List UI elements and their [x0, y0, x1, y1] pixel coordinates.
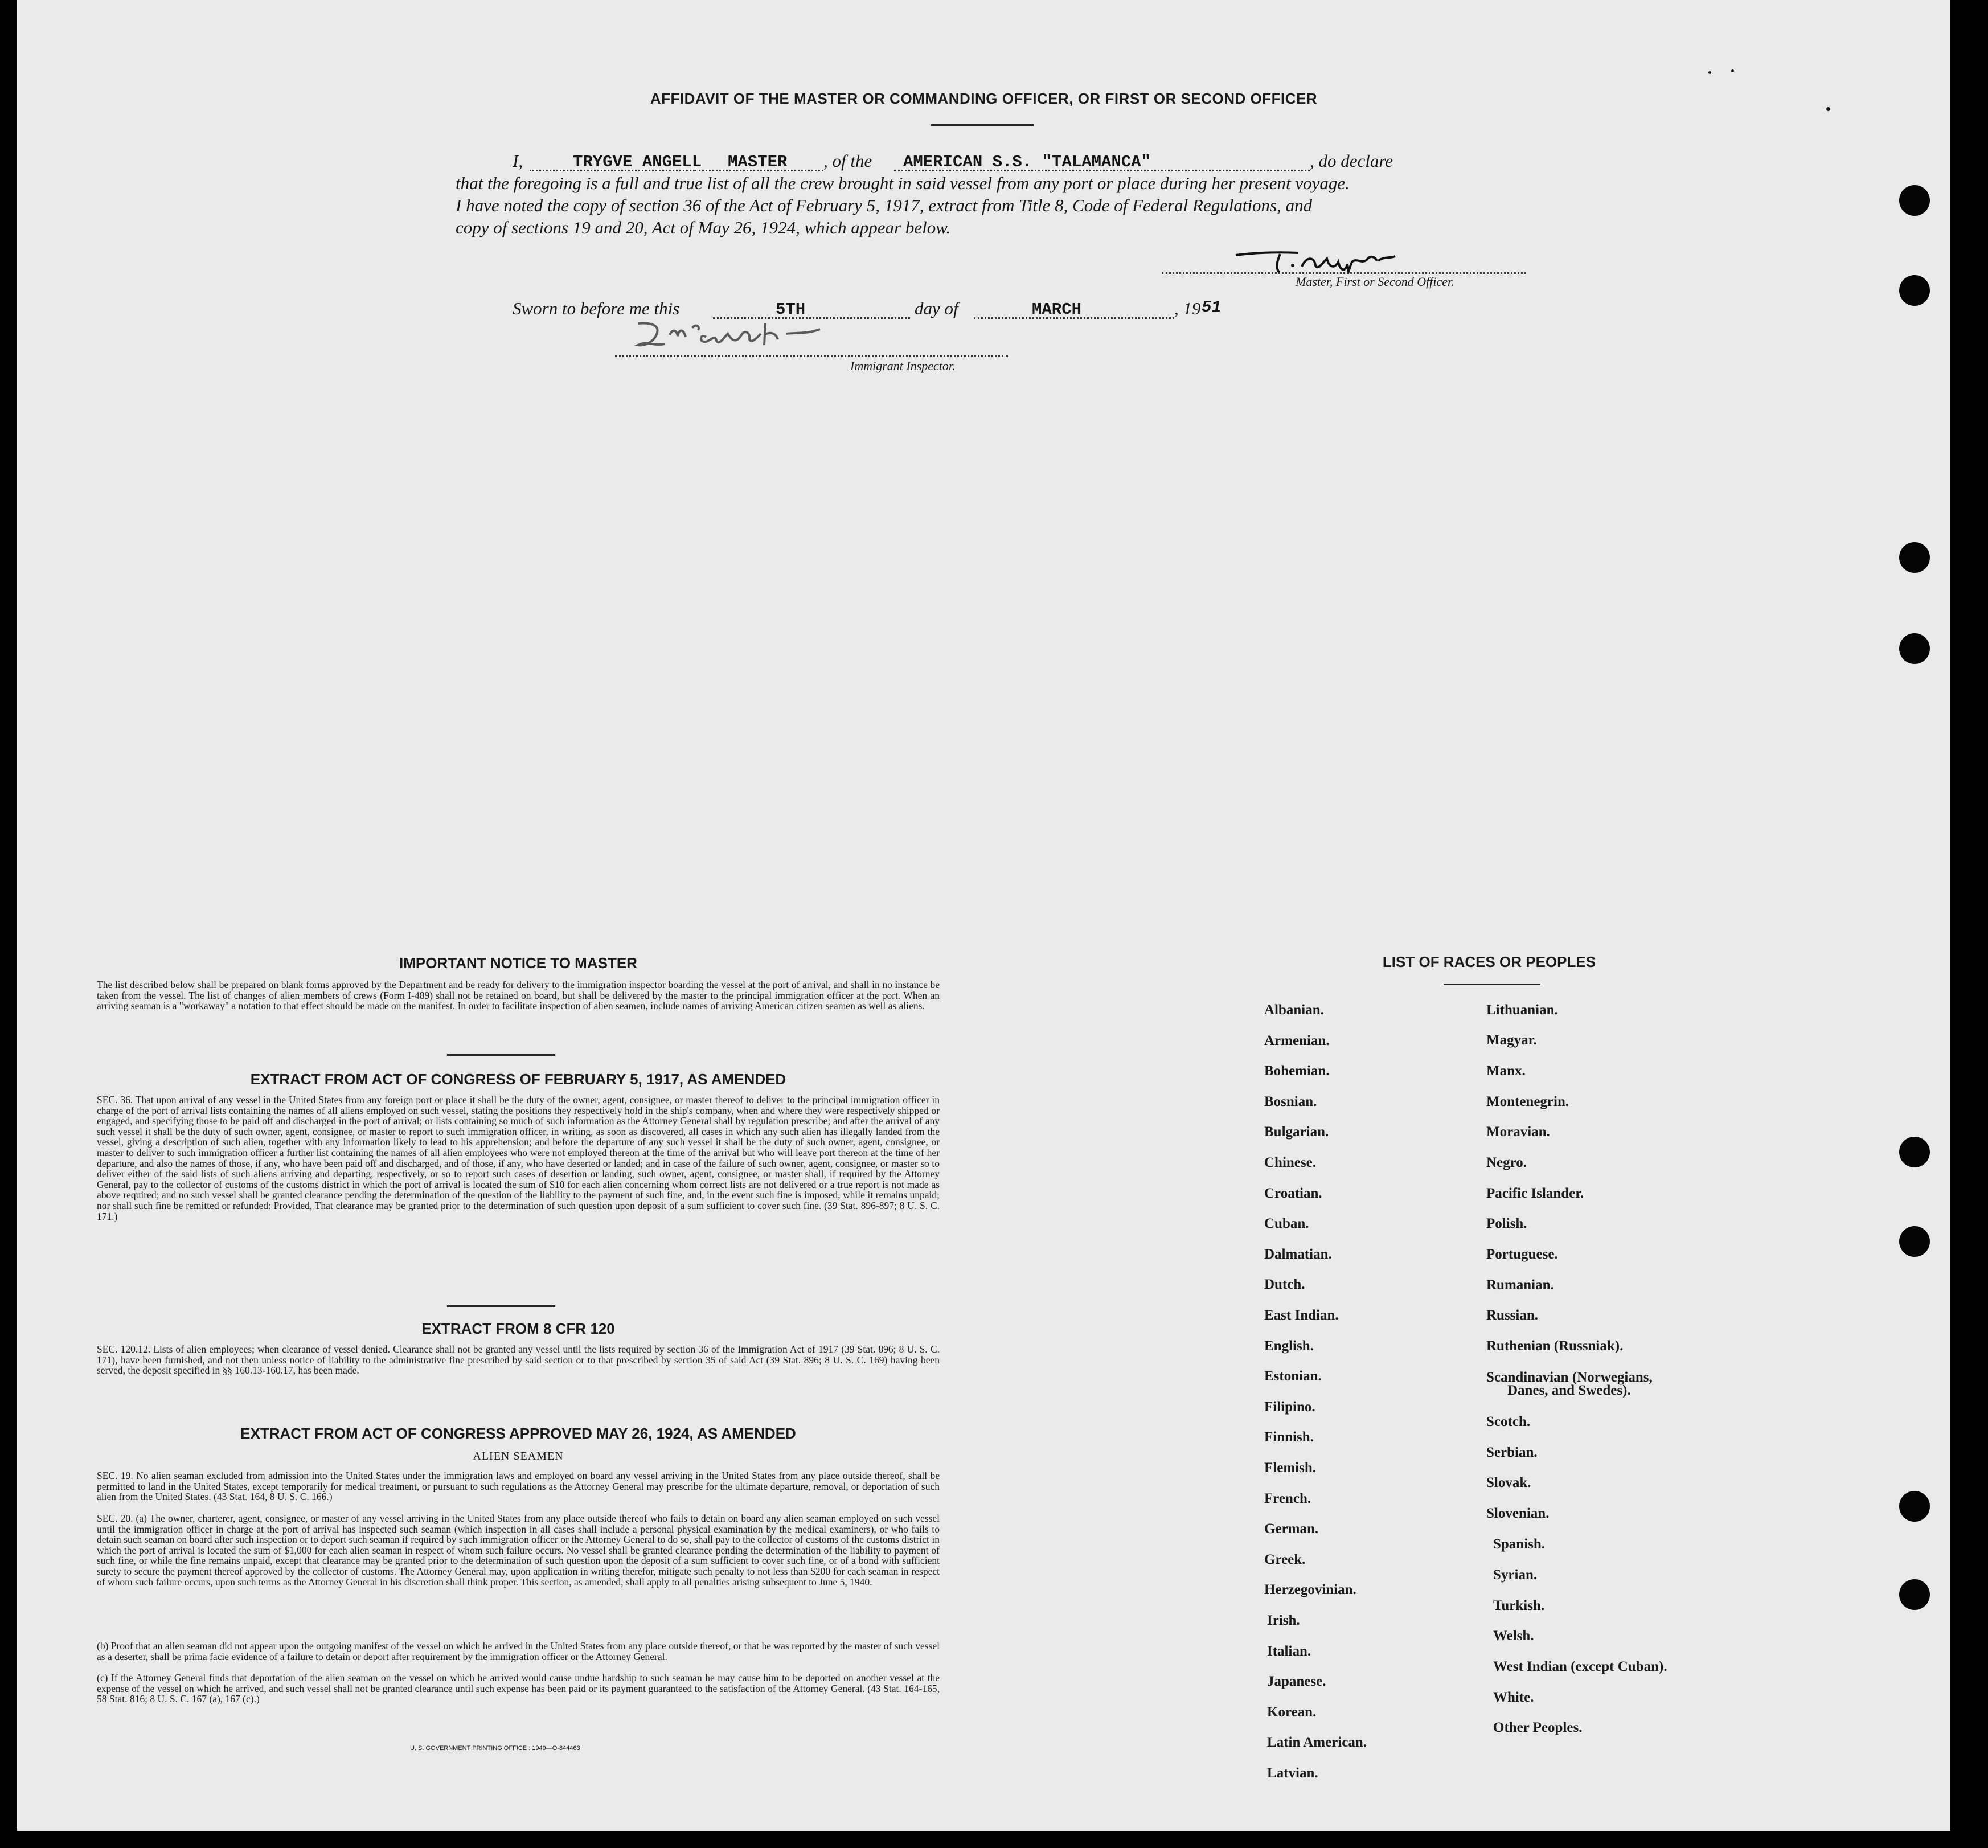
- race-item: French.: [1264, 1490, 1311, 1506]
- punch-hole: [1899, 185, 1930, 216]
- race-item: Danes, and Swedes).: [1507, 1383, 1631, 1398]
- race-item: Korean.: [1267, 1704, 1317, 1720]
- race-item: Finnish.: [1264, 1429, 1314, 1445]
- race-item: Irish.: [1267, 1613, 1300, 1628]
- race-item: Rumanian.: [1486, 1277, 1554, 1293]
- divider: [447, 1054, 555, 1056]
- master-signature: [1213, 239, 1418, 276]
- race-item: Cuban.: [1264, 1216, 1309, 1232]
- inspector-signature-text: [615, 312, 616, 313]
- printer-line: U. S. GOVERNMENT PRINTING OFFICE : 1949—O-844463: [410, 1745, 580, 1752]
- inspector-signature-graphic: [615, 312, 923, 358]
- divider: [1444, 984, 1540, 985]
- affidavit-title: AFFIDAVIT OF THE MASTER OR COMMANDING OFFICER, OR FIRST OR SECOND OFFICER: [650, 90, 1318, 107]
- race-item: German.: [1264, 1521, 1319, 1537]
- extract-1924-sec20b: (b) Proof that an alien seaman did not appear upon the outgoing manifest of the vessel on which he arrived in the United States from any place outside thereof, or that he was reported by the master of such vessel as a deserter, shall be prima facie evidence of a failure to detain or deport after requirement by the immigration officer or the Attorney General.: [97, 1640, 940, 1662]
- sworn-year: 51: [1202, 298, 1222, 317]
- extract-1917-title: EXTRACT FROM ACT OF CONGRESS OF FEBRUARY 5, 1917, AS AMENDED: [250, 1071, 786, 1088]
- year-prefix: , 19: [1174, 298, 1201, 318]
- i-label: I,: [513, 151, 523, 171]
- race-item: Estonian.: [1264, 1368, 1322, 1384]
- inspector-label: Immigrant Inspector.: [850, 359, 956, 373]
- extract-1924-sec19: SEC. 19. No alien seaman excluded from admission into the United States under the immigration laws and employed on board any vessel arriving in the United States from any place outside thereof, shall be permitted to land in the United States, except temporarily for medical treatment, or pursuant to such regulations as the Attorney General may prescribe for the ultimate departure, removal, or deportation of such alien from the United States. (43 Stat. 164, 8 U. S. C. 166.): [97, 1470, 940, 1503]
- extract-1924-subtitle: ALIEN SEAMEN: [473, 1450, 564, 1462]
- title-divider: [931, 124, 1034, 126]
- extract-1924-sec20a: SEC. 20. (a) The owner, charterer, agent, consignee, or master of any vessel arriving in the United States from any place outside thereof who fails to detain on board any alien seaman employed on such vessel until the immigration officer in charge at the port of arrival has inspected such seaman (which inspection in all cases shall include a personal physical examination by the medical examiners), or who fails to detain such seaman on board after such inspection or to deport such seaman if required by such immigration officer or the Attorney General to do so, shall pay to the collector of customs of the customs district in which the port of arrival is located the sum of $1,000 for each alien seaman in respect of whom such failure occurs. No vessel shall be granted clearance pending the determination of the liability to payment of such fine, or while the fine remains unpaid, except that clearance may be granted prior to the determination of such question upon the deposit of a sum sufficient to cover such fine, or of a bond with sufficient surety to secure the payment thereof approved by the collector of customs. The Attorney General may, upon application in writing therefor, mitigate such penalty to not less than $200 for each seaman in respect of whom such failure occurs, upon such terms as the Attorney General in his discretion shall think proper. This section, as amended, shall apply to all penalties arising subsequent to June 5, 1940.: [97, 1513, 940, 1588]
- race-item: Other Peoples.: [1493, 1720, 1583, 1735]
- race-item: Russian.: [1486, 1308, 1539, 1323]
- punch-hole: [1899, 542, 1930, 573]
- signature-graphic: [1213, 239, 1418, 276]
- race-item: Serbian.: [1486, 1445, 1538, 1460]
- race-item: Slovak.: [1486, 1475, 1531, 1490]
- race-item: Bulgarian.: [1264, 1124, 1329, 1140]
- race-item: Negro.: [1486, 1155, 1527, 1170]
- race-item: Ruthenian (Russniak).: [1486, 1338, 1624, 1354]
- document-page: [17, 0, 1950, 1831]
- extract-1924-sec20c: (c) If the Attorney General finds that deportation of the alien seaman on the vessel on which he arrived would cause undue hardship to such seaman he may cause him to be deported on another vessel at the expense of the vessel on which he arrived, and such vessel shall not be granted clearance until such expense has been paid or its payment guaranteed to the satisfaction of the Attorney General. (43 Stat. 164-165, 58 Stat. 816; 8 U. S. C. 167 (a), 167 (c).): [97, 1672, 940, 1705]
- race-item: West Indian (except Cuban).: [1493, 1659, 1667, 1674]
- race-item: Latin American.: [1267, 1735, 1367, 1751]
- sworn-month: MARCH: [1032, 300, 1082, 319]
- race-item: Portuguese.: [1486, 1247, 1558, 1262]
- sworn-day: 5TH: [776, 300, 806, 319]
- extract-cfr-body: SEC. 120.12. Lists of alien employees; when clearance of vessel denied. Clearance shall not be granted any vessel until the lists required by section 36 of the Immigration Act of 1917 (39 Stat. 896; 8 U. S. C. 171), have been furnished, and not then unless notice of liability to the administrative fine prescribed by said section or to that prescribed by section 35 of said Act (39 Stat. 896; 8 U. S. C. 169) having been served, the deposit specified in §§ 160.13-160.17, has been made.: [97, 1343, 940, 1376]
- vessel-name: AMERICAN S.S. "TALAMANCA": [903, 153, 1151, 171]
- affidavit-line-2: that the foregoing is a full and true list of all the crew brought in said vessel from any port or place during her present voyage.: [456, 173, 1350, 193]
- race-item: East Indian.: [1264, 1308, 1339, 1323]
- race-item: Albanian.: [1264, 1002, 1324, 1018]
- of-the-label: , of the: [823, 151, 872, 171]
- race-item: Manx.: [1486, 1063, 1526, 1079]
- race-item: Scandinavian (Norwegians,: [1486, 1370, 1653, 1385]
- affidavit-line-3: I have noted the copy of section 36 of the Act of February 5, 1917, extract from Title 8, Code of Federal Regulations, and: [456, 195, 1313, 215]
- race-item: Italian.: [1267, 1643, 1311, 1659]
- race-item: Slovenian.: [1486, 1506, 1550, 1521]
- extract-1924-title: EXTRACT FROM ACT OF CONGRESS APPROVED MAY 26, 1924, AS AMENDED: [240, 1425, 796, 1442]
- race-item: Latvian.: [1267, 1765, 1318, 1781]
- master-rank: MASTER: [728, 153, 788, 171]
- signature-text: [1213, 239, 1214, 240]
- affidavit-line-4: copy of sections 19 and 20, Act of May 26, 1924, which appear below.: [456, 218, 951, 237]
- race-item: Pacific Islander.: [1486, 1186, 1584, 1201]
- inspector-line: [615, 355, 1008, 357]
- punch-hole: [1899, 633, 1930, 664]
- punch-hole: [1899, 1491, 1930, 1522]
- ink-speck: [1826, 107, 1830, 111]
- race-item: Filipino.: [1264, 1399, 1315, 1415]
- day-of-label: day of: [915, 298, 958, 318]
- punch-hole: [1899, 1137, 1930, 1167]
- notice-body: The list described below shall be prepared on blank forms approved by the Department and be ready for delivery to the immigration inspector boarding the vessel at the port of arrival, and shall in no instance be taken from the vessel. The list of changes of alien members of crews (Form I-489) shall not be retained on board, but shall be delivered by the master to the principal immigration officer at the port. When an arriving seaman is a "workaway" a notation to that effect should be made on the manifest. In order to facilitate inspection of alien seamen, include names of arriving American citizen seamen as well as aliens.: [97, 979, 940, 1012]
- punch-hole: [1899, 275, 1930, 306]
- race-item: Flemish.: [1264, 1460, 1316, 1476]
- punch-hole: [1899, 1579, 1930, 1610]
- race-item: Montenegrin.: [1486, 1094, 1569, 1109]
- race-item: Lithuanian.: [1486, 1002, 1558, 1018]
- affidavit-line-1: [456, 150, 1538, 173]
- race-item: Polish.: [1486, 1216, 1527, 1231]
- race-item: Dalmatian.: [1264, 1246, 1332, 1262]
- race-item: Dutch.: [1264, 1277, 1305, 1293]
- race-item: Scotch.: [1486, 1414, 1531, 1429]
- extract-1917-body: SEC. 36. That upon arrival of any vessel in the United States from any foreign port or place it shall be the duty of the owner, agent, consignee, or master thereof to deliver to the principal immigration officer in charge of the port of arrival lists containing the names of all aliens employed on such vessel, stating the positions they respectively hold in the ship's company, when and where they were respectively shipped or engaged, and specifying those to be paid off and discharged in the port of arrival; or lists containing so much of such information as the Attorney General shall by regulation prescribe; and after the arrival of any such vessel it shall be the duty of such owner, agent, consignee, or master to report to such immigration officer, in writing, as soon as discovered, all cases in which any such alien has illegally landed from the vessel, giving a description of such alien, together with any information likely to lead to his apprehension; and before the departure of any such vessel it shall be the duty of such owner, agent, consignee, or master to deliver to such immigration officer a further list containing the names of all alien employees who were not employed thereon at the time of the arrival but who will leave port thereon at the time of her departure, and also the names of those, if any, who have been paid off and discharged, and of those, if any, who have deserted or landed; and in case of the failure of such owner, agent, consignee, or master so to deliver either of the said lists of such aliens arriving and departing, respectively, or so to report such cases of desertion or landing, such owner, agent, consignee, or master shall, if required by the Attorney General, pay to the collector of customs of the customs district in which the port of arrival is located the sum of $10 for each alien concerning whom correct lists are not delivered or a true report is not made as above required; and no such vessel shall be granted clearance pending the determination of the question of the liability to the payment of such fine, and, in the event such fine is imposed, while it remains unpaid; nor shall such fine be remitted or refunded: Provided, That clearance may be granted prior to the determination of such question upon deposit of a sum sufficient to cover such fine. (39 Stat. 896-897; 8 U. S. C. 171.): [97, 1094, 940, 1222]
- extract-cfr-title: EXTRACT FROM 8 CFR 120: [421, 1320, 615, 1337]
- race-item: Spanish.: [1493, 1536, 1546, 1552]
- race-item: Herzegovinian.: [1264, 1582, 1356, 1598]
- race-item: Bohemian.: [1264, 1063, 1330, 1079]
- signature-line: [1162, 272, 1526, 274]
- ink-speck: [1731, 69, 1734, 72]
- punch-hole: [1899, 1226, 1930, 1257]
- race-item: Armenian.: [1264, 1032, 1330, 1048]
- race-item: English.: [1264, 1338, 1314, 1354]
- divider: [447, 1305, 555, 1307]
- sworn-label: Sworn to before me this: [513, 298, 680, 318]
- race-item: Syrian.: [1493, 1567, 1538, 1583]
- race-item: Magyar.: [1486, 1032, 1537, 1048]
- race-item: White.: [1493, 1690, 1534, 1705]
- do-declare-label: , do declare: [1310, 151, 1393, 171]
- inspector-signature: [615, 312, 923, 358]
- ink-speck: [1708, 71, 1711, 74]
- race-item: Chinese.: [1264, 1155, 1316, 1170]
- race-item: Japanese.: [1267, 1674, 1326, 1690]
- race-item: Greek.: [1264, 1551, 1306, 1567]
- races-title: LIST OF RACES OR PEOPLES: [1382, 953, 1596, 970]
- race-item: Bosnian.: [1264, 1093, 1317, 1109]
- notice-title: IMPORTANT NOTICE TO MASTER: [399, 954, 637, 972]
- race-item: Moravian.: [1486, 1124, 1550, 1140]
- master-name: TRYGVE ANGELL: [573, 153, 702, 171]
- race-item: Turkish.: [1493, 1598, 1545, 1613]
- signature-label: Master, First or Second Officer.: [1296, 274, 1454, 289]
- race-item: Welsh.: [1493, 1628, 1534, 1644]
- race-item: Croatian.: [1264, 1185, 1322, 1201]
